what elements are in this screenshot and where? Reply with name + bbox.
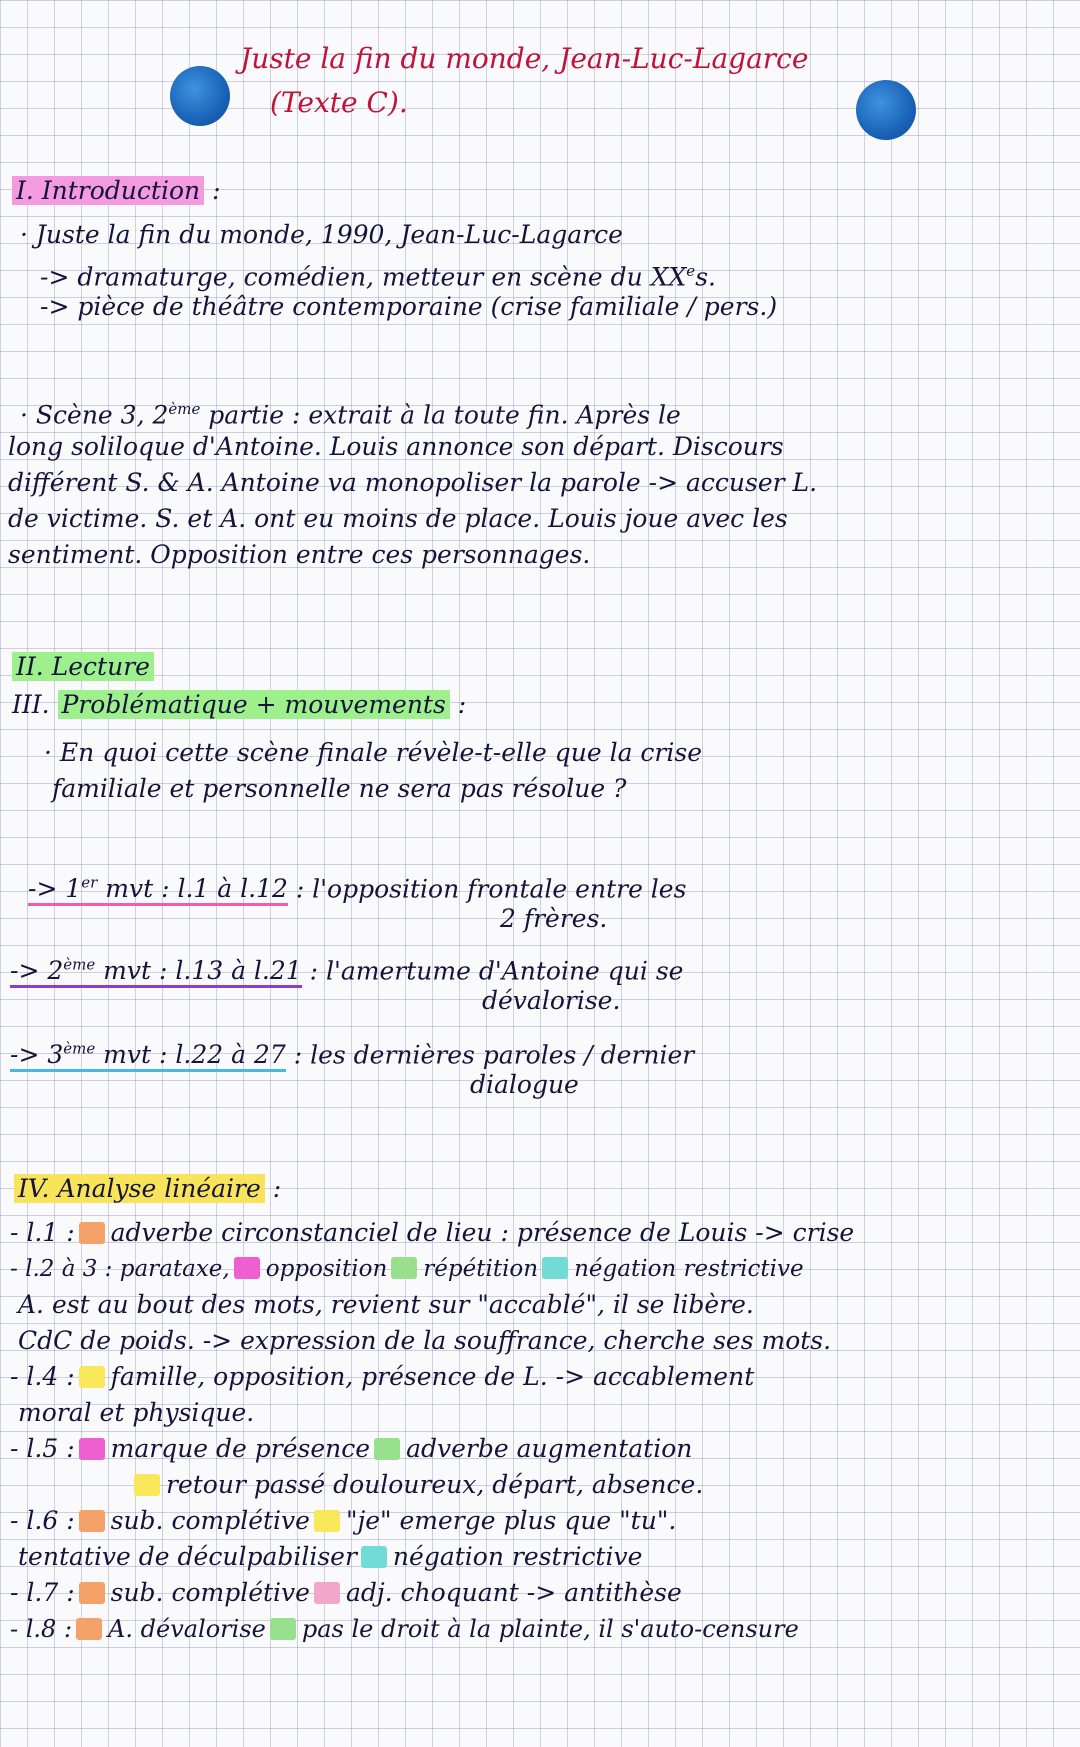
green-swatch [374, 1438, 400, 1460]
movement-1: -> 1er mvt : l.1 à l.12 : l'opposition frontale entre les [28, 868, 686, 904]
scene-paragraph-4: sentiment. Opposition entre ces personnages. [8, 540, 591, 569]
orange-swatch [79, 1222, 105, 1244]
yellow-swatch [79, 1366, 105, 1388]
binder-hole-left [170, 66, 230, 126]
analyse-l5-cont: retour passé douloureux, départ, absence. [130, 1470, 703, 1500]
green-swatch [391, 1257, 417, 1279]
analyse-l4-cont: moral et physique. [18, 1398, 255, 1427]
movement-3: -> 3ème mvt : l.22 à 27 : les dernières paroles / dernier [10, 1034, 694, 1070]
orange-swatch [76, 1618, 102, 1640]
movement-3-cont: dialogue [470, 1070, 579, 1099]
analyse-l2-cont-2: CdC de poids. -> expression de la souffrance, cherche ses mots. [18, 1326, 832, 1355]
magenta-swatch [79, 1438, 105, 1460]
analyse-l2-cont-1: A. est au bout des mots, revient sur "accablé", il se libère. [18, 1290, 754, 1319]
analyse-heading: IV. Analyse linéaire : [14, 1174, 281, 1204]
problematique-heading: III. Problématique + mouvements : [12, 690, 467, 719]
analyse-l8: - l.8 : A. dévalorise pas le droit à la plainte, il s'auto-censure [10, 1615, 799, 1643]
page-title: Juste la fin du monde, Jean-Luc-Lagarce [240, 42, 809, 75]
analyse-l6: - l.6 : sub. complétive "je" emerge plus que "tu". [10, 1506, 677, 1535]
binder-hole-right [856, 80, 916, 140]
yellow-swatch [314, 1510, 340, 1532]
scene-paragraph-1: long soliloque d'Antoine. Louis annonce son départ. Discours [8, 432, 784, 461]
green-swatch [270, 1618, 296, 1640]
movement-2-cont: dévalorise. [482, 986, 621, 1015]
analyse-l5: - l.5 : marque de présence adverbe augmentation [10, 1434, 693, 1463]
analyse-l7: - l.7 : sub. complétive adj. choquant -> antithèse [10, 1578, 682, 1607]
intro-line-2: -> dramaturge, comédien, metteur en scène du XXes. [40, 262, 716, 292]
movement-2: -> 2ème mvt : l.13 à l.21 : l'amertume d'Antoine qui se [10, 950, 683, 986]
analyse-l6-cont: tentative de déculpabiliser négation restrictive [18, 1542, 643, 1571]
intro-line-3: -> pièce de théâtre contemporaine (crise familiale / pers.) [40, 292, 778, 321]
lecture-heading: II. Lecture [12, 652, 154, 682]
problematique-question-1: · En quoi cette scène finale révèle-t-elle que la crise [44, 738, 702, 767]
analyse-l2: - l.2 à 3 : parataxe, opposition répétition négation restrictive [10, 1256, 804, 1282]
intro-line-1: · Juste la fin du monde, 1990, Jean-Luc-Lagarce [20, 220, 623, 249]
orange-swatch [79, 1582, 105, 1604]
analyse-l1: - l.1 : adverbe circonstanciel de lieu : présence de Louis -> crise [10, 1218, 855, 1247]
magenta-swatch [234, 1257, 260, 1279]
intro-heading: I. Introduction : [12, 176, 221, 206]
cyan-swatch [542, 1257, 568, 1279]
scene-paragraph-3: de victime. S. et A. ont eu moins de place. Louis joue avec les [8, 504, 788, 533]
scene-paragraph-2: différent S. & A. Antoine va monopoliser la parole -> accuser L. [8, 468, 818, 497]
pink-swatch [314, 1582, 340, 1604]
analyse-l4: - l.4 : famille, opposition, présence de L. -> accablement [10, 1362, 755, 1391]
page-subtitle: (Texte C). [270, 86, 408, 119]
orange-swatch [79, 1510, 105, 1532]
problematique-question-2: familiale et personnelle ne sera pas résolue ? [52, 774, 627, 803]
cyan-swatch [361, 1546, 387, 1568]
scene-line: · Scène 3, 2ème partie : extrait à la toute fin. Après le [20, 400, 681, 430]
yellow-swatch [134, 1474, 160, 1496]
movement-1-cont: 2 frères. [500, 904, 608, 933]
